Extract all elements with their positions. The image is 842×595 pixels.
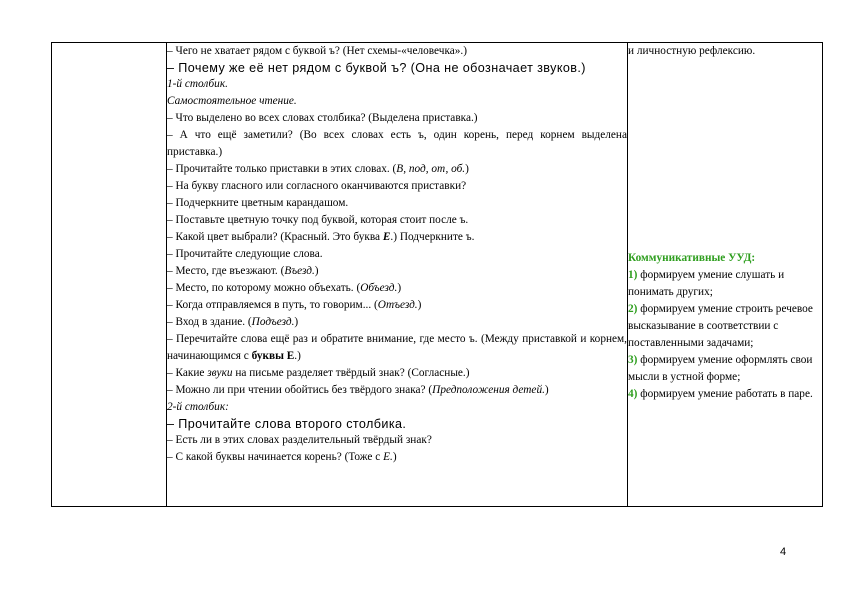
dialogue-line: – Есть ли в этих словах разделительный твёрдый знак? [167,434,432,446]
dialogue-line: – Когда отправляемся в путь, то говорим... (Отъезд.) [167,299,422,311]
reflection-text: и личностную рефлексию. [628,45,756,57]
uud-item: 1) формируем умение слушать и понимать других; [628,269,785,298]
dialogue-line: – Прочитайте слова второго столбика. [167,417,407,431]
dialogue-line: – Прочитайте следующие слова. [167,248,323,260]
uud-item: 4) формируем умение работать в паре. [628,388,813,400]
dialogue-line: – Прочитайте только приставки в этих словах. (В, под, от, об.) [167,163,469,175]
dialogue-line: – Какие звуки на письме разделяет твёрдый знак? (Согласные.) [167,367,470,379]
column-heading: 2-й столбик: [167,401,229,413]
dialogue-line: – Что выделено во всех словах столбика? (Выделена приставка.) [167,112,478,124]
cell-spacer [628,60,822,250]
dialogue-line: – Чего не хватает рядом с буквой ъ? (Нет схемы-«человечка».) [167,45,468,57]
page-number: 4 [780,546,787,558]
activity-heading: Самостоятельное чтение. [167,95,297,107]
dialogue-line: – Место, по которому можно объехать. (Объезд.) [167,282,402,294]
dialogue-line: – С какой буквы начинается корень? (Тоже с Е.) [167,451,397,463]
dialogue-line: – Подчеркните цветным карандашом. [167,197,349,209]
dialogue-line: – Можно ли при чтении обойтись без твёрдого знака? (Предположения детей.) [167,384,549,396]
teacher-dialogue-cell [167,43,628,507]
lesson-table [51,42,823,507]
dialogue-line: – А что ещё заметили? (Во всех словах есть ъ, один корень, перед корнем выделена приставка.) [167,129,627,158]
dialogue-line: – Перечитайте слова ещё раз и обратите внимание, где место ъ. (Между приставкой и корнем, начинающимся с буквы Е.) [167,333,627,362]
uud-item: 2) формируем умение строить речевое высказывание в соответствии с поставленными задачами; [628,303,813,349]
uud-item: 3) формируем умение оформлять свои мысли в устной форме; [628,354,813,383]
uud-cell [628,43,823,507]
table-cell-empty [52,43,167,507]
dialogue-line: – Место, где въезжают. (Въезд.) [167,265,319,277]
dialogue-line: – Какой цвет выбрали? (Красный. Это буква Е.) Подчеркните ъ. [167,231,475,243]
dialogue-line: – На букву гласного или согласного оканчиваются приставки? [167,180,467,192]
dialogue-line: – Поставьте цветную точку под буквой, которая стоит после ъ. [167,214,469,226]
column-heading: 1-й столбик. [167,78,228,90]
dialogue-line: – Почему же её нет рядом с буквой ъ? (Она не обозначает звуков.) [167,61,586,75]
dialogue-line: – Вход в здание. (Подъезд.) [167,316,299,328]
uud-heading: Коммуникативные УУД: [628,252,756,264]
